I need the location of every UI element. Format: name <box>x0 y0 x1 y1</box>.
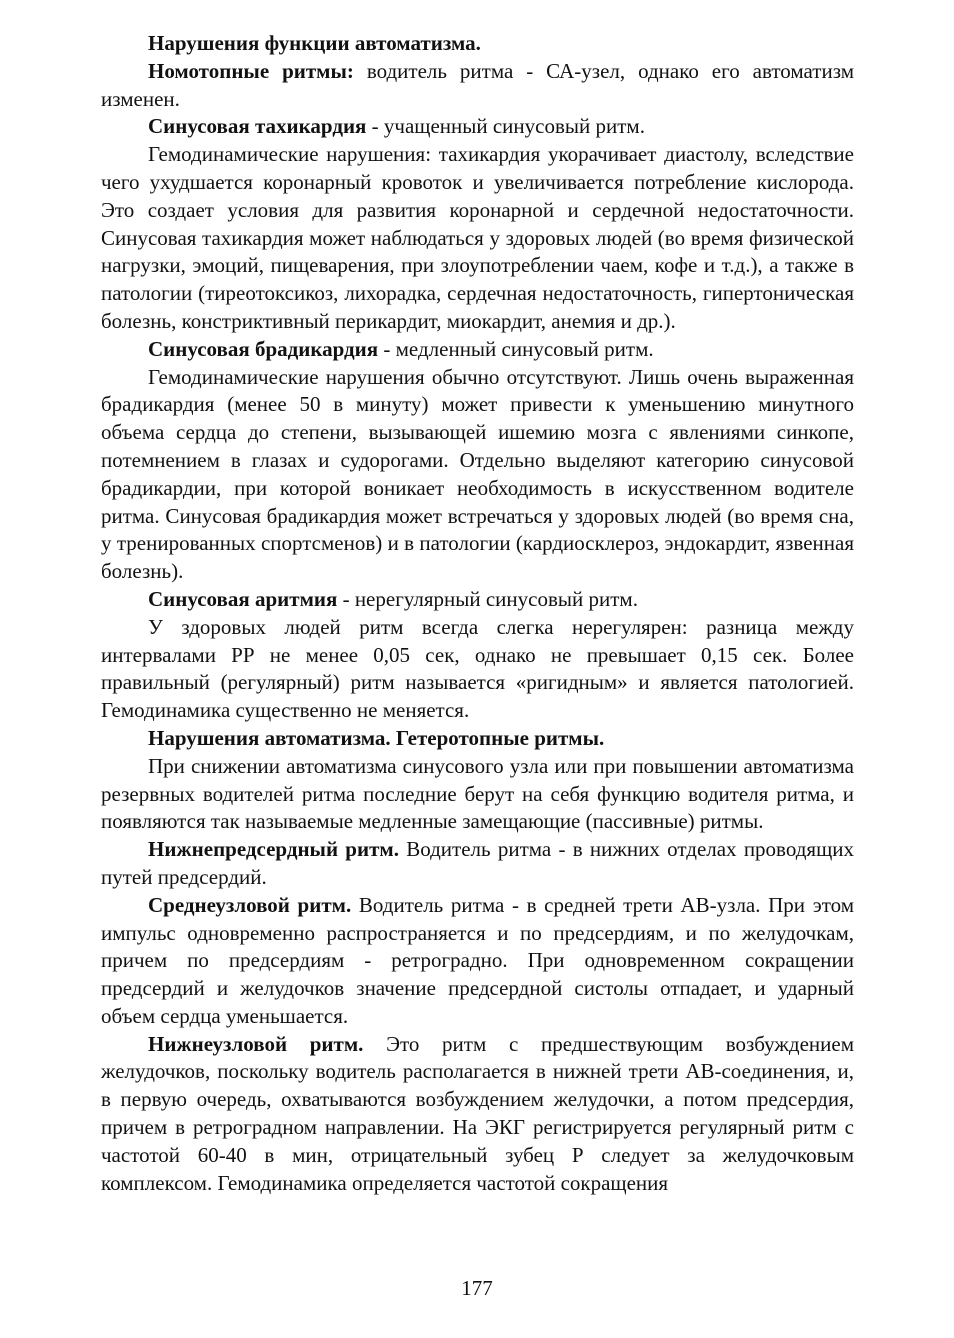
sinus-bradycardia-body: Гемодинамические нарушения обычно отсутствуют. Лишь очень выраженная брадикардия (менее 50 в минуту) может привести к уменьшению минутного объема сердца до степени, вызывающей ишемию мозга с явлениями синкопе, потемнением в глазах и судорогами. Отдельно выделяют категорию синусовой брадикардии, при которой воникает необходимость в искусственном водителе ритма. Синусовая брадикардия может встречаться у здоровых людей (во время сна, у тренированных спортсменов) и в патологии (кардиосклероз, эндокардит, язвенная болезнь). <box>101 364 854 584</box>
mid-nodal-paragraph <box>101 892 854 1031</box>
lower-atrial-text: Водитель ритма - в нижних отделах проводящих путей предсердий. <box>101 837 854 889</box>
sinus-bradycardia-definition-text: - медленный синусовый ритм. <box>378 336 654 361</box>
nomotopic-paragraph <box>101 58 854 114</box>
lower-nodal-paragraph <box>101 1031 854 1198</box>
sinus-tachycardia-definition <box>101 113 854 141</box>
section-title: Нарушения функции автоматизма. <box>148 31 481 55</box>
mid-nodal-text: Водитель ритма - в средней трети АВ-узла. При этом импульс одновременно распространяется и по предсердиям, и по желудочкам, причем по предсердиям - ретроградно. При одновременном сокращении предсердий и желудочков значение предсердной систолы отпадает, и ударный объем сердца уменьшается. <box>101 892 855 1028</box>
sinus-tachycardia-term: Синусовая тахикардия <box>148 114 367 139</box>
heterotopic-body: При снижении автоматизма синусового узла или при повышении автоматизма резервных водителей ритма последние берут на себя функцию водителя ритма, и появляются так называемые медленные замещающие (пассивные) ритмы. <box>101 753 854 834</box>
lower-nodal-term: Нижнеузловой ритм. <box>148 1031 364 1056</box>
mid-nodal-term: Среднеузловой ритм. <box>148 892 352 917</box>
lower-atrial-term: Нижнепредсердный ритм. <box>148 837 399 862</box>
sinus-arrhythmia-term: Синусовая аритмия <box>148 586 338 611</box>
sinus-arrhythmia-definition <box>101 586 854 614</box>
page-number: 177 <box>461 1276 493 1300</box>
nomotopic-text: водитель ритма - СА-узел, однако его автоматизм изменен. <box>101 58 854 111</box>
sinus-tachycardia-body: Гемодинамические нарушения: тахикардия укорачивает диастолу, вследствие чего ухудшается коронарный кровоток и увеличивается потребление кислорода. Это создает условия для развития коронарной и сердечной недостаточности. Синусовая тахикардия может наблюдаться у здоровых людей (во время физической нагрузки, эмоций, пищеварения, при злоупотреблении чаем, кофе и т.д.), а также в патологии (тиреотоксикоз, лихорадка, сердечная недостаточность, гипертоническая болезнь, констриктивный перикардит, миокардит, анемия и др.). <box>101 142 854 333</box>
sinus-arrhythmia-definition-text: - нерегулярный синусовый ритм. <box>337 586 638 611</box>
nomotopic-term: Номотопные ритмы: <box>148 58 354 83</box>
sinus-tachycardia-definition-text: - учащенный синусовый ритм. <box>366 114 645 139</box>
sinus-bradycardia-term: Синусовая брадикардия <box>148 336 379 361</box>
lower-atrial-paragraph <box>101 836 854 892</box>
sinus-bradycardia-definition <box>101 336 854 364</box>
heterotopic-heading: Нарушения автоматизма. Гетеротопные ритмы. <box>148 725 605 750</box>
lower-nodal-text: Это ритм с предшествующим возбуждением желудочков, поскольку водитель располагается в нижней трети АВ-соединения, и, в первую очередь, охватываются возбуждением желудочки, а потом предсердия, причем в ретроградном направлении. На ЭКГ регистрируется регулярный ритм с частотой 60-40 в мин, отрицательный зубец Р следует за желудочковым комплексом. Гемодинамика определяется частотой сокращения <box>101 1031 854 1195</box>
document-page <box>101 30 854 1197</box>
sinus-arrhythmia-body: У здоровых людей ритм всегда слегка нерегулярен: разница между интервалами РР не менее 0,05 сек, однако не превышает 0,15 сек. Более правильный (регулярный) ритм называется «ригидным» и является патологией. Гемодинамика существенно не меняется. <box>101 614 854 723</box>
